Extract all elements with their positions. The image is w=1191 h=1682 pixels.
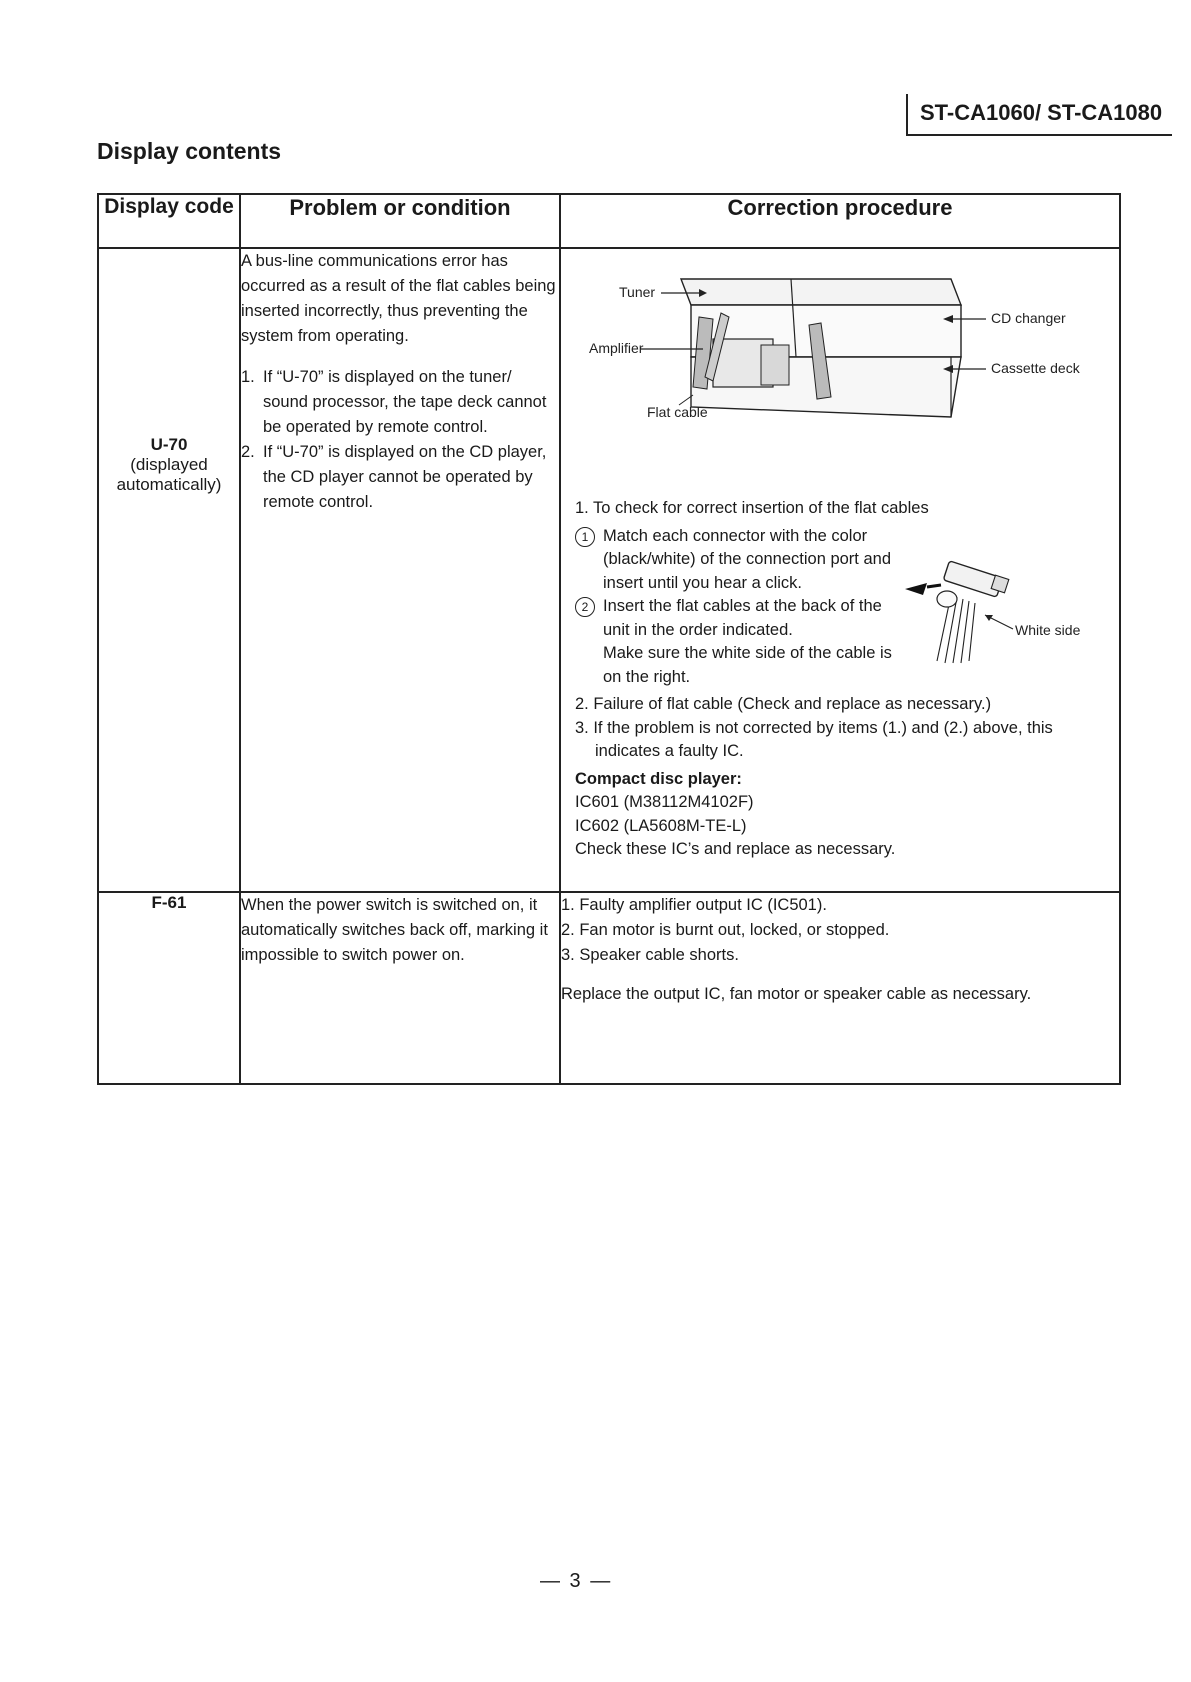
display-code: U-70	[150, 435, 188, 454]
ic-part: IC602 (LA5608M-TE-L)	[575, 816, 747, 835]
connector-illustration	[901, 559, 1101, 669]
page-number: — 3 —	[540, 1570, 613, 1592]
list-item: 2. Fan motor is burnt out, locked, or stopped.	[561, 921, 890, 939]
table-row	[98, 892, 1120, 1084]
problem-intro: A bus-line communications error has occurred as a result of the flat cables being inserted incorrectly, thus preventing the system from operating.	[241, 252, 556, 345]
list-item: 3. Speaker cable shorts.	[561, 946, 739, 964]
problem-cell	[240, 248, 560, 892]
unit-connection-diagram	[581, 257, 1080, 427]
correction-final: Check these IC’s and replace as necessary.	[575, 840, 896, 858]
list-item: 2. If “U-70” is displayed on the CD player, the CD player cannot be operated by remote control.	[241, 443, 547, 511]
correction-cell	[560, 892, 1120, 1084]
header-problem: Problem or condition	[240, 194, 560, 248]
correction-item-1: 1. To check for correct insertion of the flat cables	[575, 499, 929, 517]
label-cd-changer: CD changer	[991, 310, 1066, 326]
display-code-cell	[98, 892, 240, 1084]
label-tuner: Tuner	[619, 284, 656, 300]
label-white-side: White side	[1015, 622, 1081, 638]
display-code-cell	[98, 248, 240, 892]
correction-item-3: 3. If the problem is not corrected by items (1.) and (2.) above, this indicates a faulty IC.	[575, 718, 1053, 760]
display-code: F-61	[151, 893, 187, 912]
model-number-box	[906, 94, 1172, 136]
header-correction: Correction procedure	[560, 194, 1120, 248]
display-code-note: (displayed	[130, 455, 208, 474]
correction-text	[575, 497, 1107, 862]
label-amplifier: Amplifier	[589, 340, 644, 356]
correction-cell	[560, 248, 1120, 892]
ic-part: IC601 (M38112M4102F)	[575, 793, 754, 811]
correction-final: Replace the output IC, fan motor or speaker cable as necessary.	[561, 985, 1032, 1003]
list-item: 1. If “U-70” is displayed on the tuner/ sound processor, the tape deck cannot be operated by remote control.	[241, 368, 547, 436]
step-1: 1 Match each connector with the color (black/white) of the connection port and insert until you hear a click.	[575, 525, 903, 596]
model-number: ST-CA1060/ ST-CA1080	[920, 100, 1163, 125]
display-contents-table	[97, 193, 1121, 1085]
table-row	[98, 248, 1120, 892]
header-row	[98, 194, 1120, 248]
list-item: 1. Faulty amplifier output IC (IC501).	[561, 896, 827, 914]
correction-item-2: 2. Failure of flat cable (Check and replace as necessary.)	[575, 695, 992, 713]
step-number-badge: 1	[575, 527, 595, 547]
compact-disc-subhead: Compact disc player:	[575, 769, 742, 788]
display-code-note: automatically)	[116, 475, 222, 494]
label-cassette-deck: Cassette deck	[991, 360, 1080, 376]
header-display-code: Display code	[98, 194, 240, 248]
problem-cell: When the power switch is switched on, it automatically switches back off, marking it impossible to switch power on.	[240, 892, 560, 1084]
page-title: Display contents	[97, 138, 282, 164]
step-2: 2 Insert the flat cables at the back of the unit in the order indicated. Make sure the white side of the cable is on the right.	[575, 595, 903, 689]
label-flat-cable: Flat cable	[647, 404, 708, 420]
step-number-badge: 2	[575, 597, 595, 617]
problem-list	[241, 365, 559, 515]
